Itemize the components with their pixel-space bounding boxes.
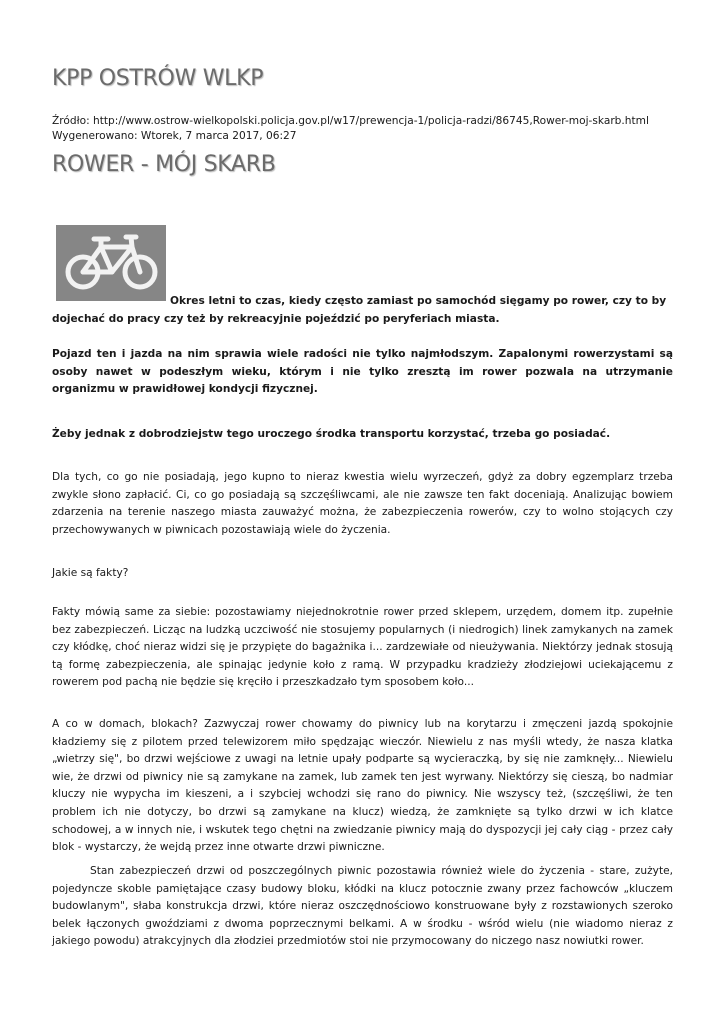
site-title: KPP OSTRÓW WLKP [52, 66, 264, 91]
article-title: ROWER - MÓJ SKARB [52, 152, 276, 177]
generated-line: Wygenerowano: Wtorek, 7 marca 2017, 06:27 [52, 130, 297, 142]
paragraph-5: Jakie są fakty? [52, 567, 129, 579]
paragraph-3: Żeby jednak z dobrodziejstw tego uroczego środka transportu korzystać, trzeba go posiadać. [52, 428, 611, 440]
source-line: Źródło: http://www.ostrow-wielkopolski.policja.gov.pl/w17/prewencja-1/policja-radzi/86745,Rower-moj-skarb.html [52, 115, 649, 127]
lead-line-1: Okres letni to czas, kiedy często zamiast po samochód sięgamy po rower, czy to by [170, 295, 667, 307]
lead-line-2: dojechać do pracy czy też by rekreacyjnie pojeździć po peryferiach miasta. [52, 312, 500, 325]
paragraph-7: A co w domach, blokach? Zazwyczaj rower chowamy do piwnicy lub na korytarzu i zmęczeni jazdą spokojnie kładziemy się z pilotem przed telewizorem miło spędzając wieczór. Niewielu z nas myśli wtedy, że nasza klatka „wietrzy się", bo drzwi wejściowe z uwagi na letnie upały podparte są wycieraczką, by się nie zamknęły... Niewielu wie, że drzwi od piwnicy nie są zamykane na zamek, lub zamek ten jest wyrwany. Niektórzy się cieszą, bo nadmiar kluczy nie wypycha im kieszeni, a i szybciej wchodzi się rano do piwnicy. Nie wszyscy też, (szczęśliwi, że ten problem ich nie dotyczy, bo drzwi są zamykane na klucz) wiedzą, że zamknięte są tylko drzwi w ich klatce schodowej, a w innych nie, i wskutek tego chętni na zwiedzanie piwnicy mają do dyspozycji jej cały ciąg - przez cały blok - wystarczy, że wejdą przez inne otwarte drzwi piwniczne. [52, 718, 673, 854]
paragraph-8: Stan zabezpieczeń drzwi od poszczególnych piwnic pozostawia również wiele do życzenia - stare, zużyte, pojedyncze skoble pamiętające czasy budowy bloku, kłódki na klucz potocznie zwany przez fachowców „kluczem budowlanym", słaba konstrukcja drzwi, które nieraz oszczędnościowo konstruowane były z rozstawionych szeroko belek łączonych gwoździami z dwoma poprzecznymi belkami. A w środku - wśród wielu (nie wiadomo nieraz z jakiego powodu) atrakcyjnych dla złodziei przedmiotów stoi nie przymocowany do niczego nasz nowiutki rower. [52, 865, 673, 948]
lead-paragraph [52, 293, 673, 328]
bicycle-lane-marking-photo [56, 225, 166, 301]
bicycle-icon [56, 225, 166, 301]
paragraph-4: Dla tych, co go nie posiadają, jego kupno to nieraz kwestia wielu wyrzeczeń, gdyż za dobry egzemplarz trzeba zwykle słono zapłacić. Ci, co go posiadają są szczęśliwcami, ale nie zawsze ten fakt doceniają. Analizując bowiem zdarzenia na terenie naszego miasta zauważyć można, że zabezpieczenia rowerów, czy to wolno stojących czy przechowywanych w piwnicach pozostawiają wiele do życzenia. [52, 471, 673, 536]
paragraph-6: Fakty mówią same za siebie: pozostawiamy niejednokrotnie rower przed sklepem, urzędem, domem itp. zupełnie bez zabezpieczeń. Licząc na ludzką uczciwość nie stosujemy popularnych (i niedrogich) linek zamykanych na zamek czy kłódkę, choć nieraz widzi się je przypięte do bagażnika i... zardzewiałe od nieużywania. Niektórzy jednak stosują tą formę zabezpieczenia, ale spinając jedynie koło z ramą. W przypadku kradzieży złodziejowi uciekającemu z rowerem pod pachą nie będzie się kręciło i przeszkadzało tym sposobem koło... [52, 606, 673, 689]
paragraph-2: Pojazd ten i jazda na nim sprawia wiele radości nie tylko najmłodszym. Zapalonymi rowerzystami są osoby nawet w podeszłym wieku, którym i nie tylko zresztą im rower pozwala na utrzymanie organizmu w prawidłowej kondycji fizycznej. [52, 348, 673, 396]
document-meta [52, 114, 649, 144]
